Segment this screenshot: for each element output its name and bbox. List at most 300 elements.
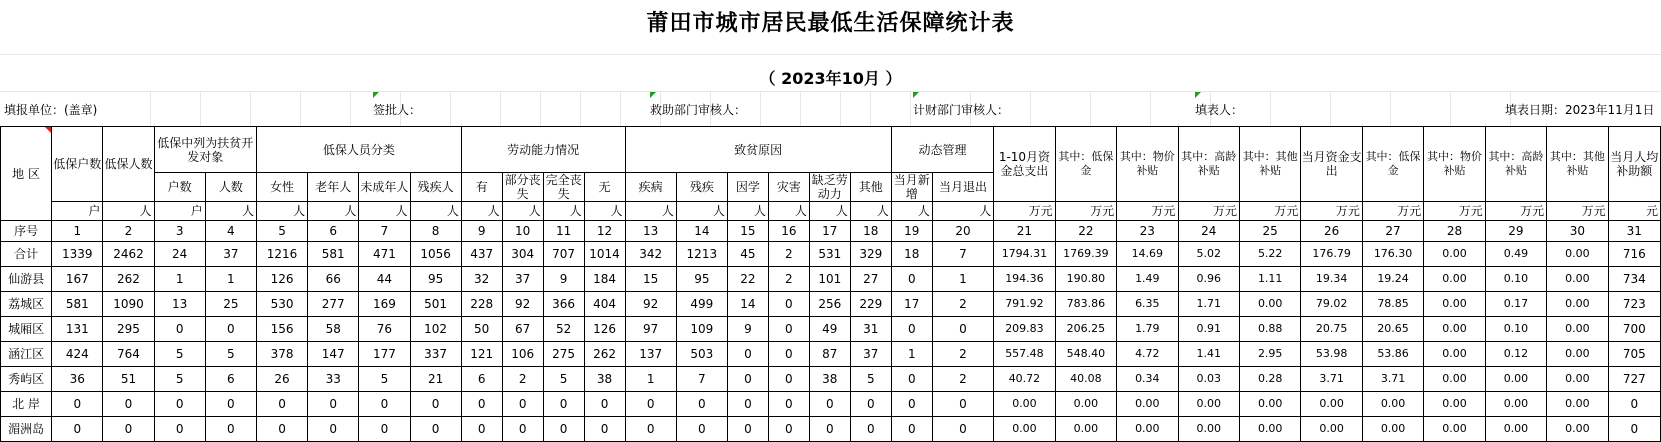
region-name: 湄洲岛 (1, 417, 52, 442)
table-cell: 471 (359, 242, 410, 267)
table-cell: 78.85 (1362, 292, 1423, 317)
table-cell: 262 (584, 342, 625, 367)
table-cell: 0.00 (1055, 417, 1116, 442)
index-cell: 2 (103, 221, 154, 242)
unit-cell: 万元 (1301, 202, 1362, 221)
statistics-table (0, 126, 1661, 442)
unit-cell: 元 (1608, 202, 1660, 221)
table-cell: 0.00 (994, 417, 1055, 442)
header-new-month: 当月新增 (891, 173, 932, 202)
filler-label: 填表人： (1195, 103, 1244, 117)
unit-cell: 人 (768, 202, 809, 221)
region-name: 城厢区 (1, 317, 52, 342)
table-cell: 2 (768, 267, 809, 292)
table-cell: 131 (52, 317, 103, 342)
table-cell: 783.86 (1055, 292, 1116, 317)
table-cell: 92 (502, 292, 543, 317)
table-cell: 209.83 (994, 317, 1055, 342)
table-cell: 424 (52, 342, 103, 367)
index-cell: 14 (676, 221, 727, 242)
table-cell: 5 (543, 367, 584, 392)
table-cell: 9 (543, 267, 584, 292)
table-cell: 19.24 (1362, 267, 1423, 292)
unit-cell: 万元 (1117, 202, 1178, 221)
unit-cell: 人 (625, 202, 676, 221)
table-cell: 501 (410, 292, 461, 317)
index-cell: 25 (1239, 221, 1300, 242)
table-cell: 0.00 (1424, 417, 1485, 442)
table-cell: 0.03 (1178, 367, 1239, 392)
index-cell: 1 (52, 221, 103, 242)
table-cell: 0.88 (1239, 317, 1300, 342)
table-cell: 0 (891, 417, 932, 442)
table-cell: 0 (308, 392, 359, 417)
table-cell: 791.92 (994, 292, 1055, 317)
table-cell: 37 (205, 242, 256, 267)
approver-label: 签批人： (373, 103, 422, 117)
header-m-price: 其中：物价补贴 (1424, 127, 1485, 202)
table-cell: 76 (359, 317, 410, 342)
index-cell: 17 (809, 221, 850, 242)
header-of-elderly: 其中：高龄补贴 (1178, 127, 1239, 202)
table-cell: 22 (727, 267, 768, 292)
index-cell: 20 (932, 221, 993, 242)
table-cell: 206.25 (1055, 317, 1116, 342)
table-cell: 45 (727, 242, 768, 267)
table-cell: 27 (850, 267, 891, 292)
header-labor-partial: 部分丧失 (502, 173, 543, 202)
header-labor-full: 完全丧失 (543, 173, 584, 202)
index-cell: 7 (359, 221, 410, 242)
table-cell: 15 (625, 267, 676, 292)
table-cell: 101 (809, 267, 850, 292)
table-cell: 51 (103, 367, 154, 392)
unit-cell: 户 (52, 202, 103, 221)
unit-cell: 人 (205, 202, 256, 221)
table-cell: 0.00 (1239, 417, 1300, 442)
table-cell: 2 (932, 342, 993, 367)
table-cell: 0 (727, 392, 768, 417)
table-cell: 0 (103, 417, 154, 442)
table-cell: 7 (932, 242, 993, 267)
index-cell: 27 (1362, 221, 1423, 242)
table-cell: 723 (1608, 292, 1660, 317)
index-cell: 26 (1301, 221, 1362, 242)
table-cell: 0 (850, 392, 891, 417)
table-cell: 176.30 (1362, 242, 1423, 267)
table-cell: 0 (891, 392, 932, 417)
table-cell: 14 (727, 292, 768, 317)
table-cell: 2 (768, 242, 809, 267)
table-cell: 548.40 (1055, 342, 1116, 367)
table-cell: 52 (543, 317, 584, 342)
table-cell: 0.00 (1117, 417, 1178, 442)
header-poverty-households: 户数 (154, 173, 205, 202)
table-cell: 0.00 (1178, 417, 1239, 442)
unit-cell: 人 (584, 202, 625, 221)
table-cell: 0 (543, 417, 584, 442)
table-cell: 0.00 (1424, 342, 1485, 367)
table-cell: 5 (359, 367, 410, 392)
table-cell: 378 (256, 342, 307, 367)
table-cell: 1213 (676, 242, 727, 267)
table-cell: 0 (727, 367, 768, 392)
table-cell: 0 (256, 417, 307, 442)
index-cell: 6 (308, 221, 359, 242)
table-cell: 1769.39 (1055, 242, 1116, 267)
table-cell: 0.00 (1485, 417, 1546, 442)
unit-cell: 人 (932, 202, 993, 221)
table-cell: 1 (932, 267, 993, 292)
region-name: 合计 (1, 242, 52, 267)
table-cell: 0.00 (1485, 367, 1546, 392)
table-cell: 6 (205, 367, 256, 392)
table-cell: 228 (461, 292, 502, 317)
unit-cell: 人 (850, 202, 891, 221)
unit-cell: 万元 (1362, 202, 1423, 221)
header-of-dibao: 其中：低保金 (1055, 127, 1116, 202)
table-cell: 0.10 (1485, 267, 1546, 292)
unit-cell: 人 (308, 202, 359, 221)
table-cell: 2.95 (1239, 342, 1300, 367)
comment-marker-icon (650, 92, 656, 98)
table-cell: 40.72 (994, 367, 1055, 392)
table-cell: 0.00 (1547, 342, 1608, 367)
table-cell: 21 (410, 367, 461, 392)
table-cell: 0 (625, 392, 676, 417)
header-cause-nolabor: 缺乏劳动力 (809, 173, 850, 202)
table-cell: 0 (1608, 392, 1660, 417)
table-cell: 404 (584, 292, 625, 317)
table-cell: 0 (308, 417, 359, 442)
table-cell: 3.71 (1362, 367, 1423, 392)
table-cell: 0.00 (1424, 242, 1485, 267)
table-cell: 0.00 (1362, 417, 1423, 442)
header-poverty-persons: 人数 (205, 173, 256, 202)
header-labor-group: 劳动能力情况 (461, 127, 625, 173)
table-cell: 38 (584, 367, 625, 392)
header-of-price: 其中：物价补贴 (1117, 127, 1178, 202)
header-cause-school: 因学 (727, 173, 768, 202)
unit-cell: 人 (256, 202, 307, 221)
table-cell: 0.34 (1117, 367, 1178, 392)
region-name: 北 岸 (1, 392, 52, 417)
table-cell: 0.00 (1424, 367, 1485, 392)
table-cell: 0 (768, 392, 809, 417)
header-m-elderly: 其中：高龄补贴 (1485, 127, 1546, 202)
table-cell: 33 (308, 367, 359, 392)
table-cell: 5 (850, 367, 891, 392)
header-disabled: 残疾人 (410, 173, 461, 202)
table-cell: 37 (850, 342, 891, 367)
region-name: 涵江区 (1, 342, 52, 367)
table-cell: 5.02 (1178, 242, 1239, 267)
table-cell: 44 (359, 267, 410, 292)
table-cell: 0.00 (1485, 392, 1546, 417)
index-cell: 30 (1547, 221, 1608, 242)
table-cell: 0.00 (1301, 392, 1362, 417)
table-cell: 95 (676, 267, 727, 292)
unit-cell: 人 (502, 202, 543, 221)
table-cell: 97 (625, 317, 676, 342)
table-cell: 329 (850, 242, 891, 267)
table-cell: 0.00 (1239, 292, 1300, 317)
table-cell: 0.12 (1485, 342, 1546, 367)
header-m-other: 其中：其他补贴 (1547, 127, 1608, 202)
table-cell: 0 (205, 317, 256, 342)
table-cell: 2 (932, 367, 993, 392)
comment-marker-icon (373, 92, 379, 98)
table-cell: 0 (768, 367, 809, 392)
table-cell: 24 (154, 242, 205, 267)
table-cell: 2 (502, 367, 543, 392)
table-cell: 1014 (584, 242, 625, 267)
unit-cell: 户 (154, 202, 205, 221)
table-cell: 38 (809, 367, 850, 392)
unit-cell: 人 (809, 202, 850, 221)
table-cell: 0 (768, 292, 809, 317)
table-cell: 3.71 (1301, 367, 1362, 392)
table-cell: 557.48 (994, 342, 1055, 367)
table-cell: 49 (809, 317, 850, 342)
table-cell: 18 (891, 242, 932, 267)
table-cell: 275 (543, 342, 584, 367)
table-cell: 58 (308, 317, 359, 342)
table-cell: 734 (1608, 267, 1660, 292)
header-cause-illness: 疾病 (625, 173, 676, 202)
table-cell: 0 (256, 392, 307, 417)
region-name: 秀屿区 (1, 367, 52, 392)
table-cell: 25 (205, 292, 256, 317)
table-cell: 0 (676, 392, 727, 417)
fill-date-label: 填表日期：2023年11月1日 (1505, 103, 1655, 117)
table-cell: 0.00 (1055, 392, 1116, 417)
index-cell: 13 (625, 221, 676, 242)
table-cell: 20.65 (1362, 317, 1423, 342)
header-m-dibao: 其中：低保金 (1362, 127, 1423, 202)
table-cell: 0.00 (1424, 392, 1485, 417)
header-cause-disability: 残疾 (676, 173, 727, 202)
table-cell: 121 (461, 342, 502, 367)
table-cell: 764 (103, 342, 154, 367)
table-cell: 190.80 (1055, 267, 1116, 292)
page-title: 莆田市城市居民最低生活保障统计表 (646, 11, 1015, 36)
table-cell: 337 (410, 342, 461, 367)
table-cell: 1090 (103, 292, 154, 317)
header-female: 女性 (256, 173, 307, 202)
reporting-unit-label: 填报单位：(盖章) (4, 103, 98, 117)
unit-cell: 人 (410, 202, 461, 221)
table-cell: 0 (410, 392, 461, 417)
table-cell: 2 (932, 292, 993, 317)
header-labor-yes: 有 (461, 173, 502, 202)
table-cell: 700 (1608, 317, 1660, 342)
table-cell: 53.98 (1301, 342, 1362, 367)
comment-marker-icon (1195, 92, 1201, 98)
table-cell: 5 (205, 342, 256, 367)
table-cell: 26 (256, 367, 307, 392)
table-cell: 0.00 (1239, 392, 1300, 417)
table-cell: 581 (52, 292, 103, 317)
index-cell: 18 (850, 221, 891, 242)
table-cell: 0 (891, 367, 932, 392)
index-cell: 28 (1424, 221, 1485, 242)
table-cell: 95 (410, 267, 461, 292)
table-row (1, 242, 1661, 267)
header-labor-none: 无 (584, 173, 625, 202)
header-cause-group: 致贫原因 (625, 127, 891, 173)
table-row (1, 367, 1661, 392)
table-cell: 0 (461, 392, 502, 417)
rescue-auditor-label: 救助部门审核人： (650, 103, 747, 117)
table-cell: 229 (850, 292, 891, 317)
table-cell: 1216 (256, 242, 307, 267)
header-of-other: 其中：其他补贴 (1239, 127, 1300, 202)
unit-cell: 人 (359, 202, 410, 221)
table-cell: 0.00 (1547, 417, 1608, 442)
index-cell: 29 (1485, 221, 1546, 242)
table-row (1, 342, 1661, 367)
region-name: 荔城区 (1, 292, 52, 317)
header-persons: 低保人数 (103, 127, 154, 202)
index-cell: 9 (461, 221, 502, 242)
table-cell: 0 (502, 417, 543, 442)
table-row (1, 292, 1661, 317)
unit-cell: 人 (891, 202, 932, 221)
table-cell: 109 (676, 317, 727, 342)
table-cell: 0.00 (1547, 317, 1608, 342)
table-cell: 0.49 (1485, 242, 1546, 267)
table-cell: 5 (154, 367, 205, 392)
table-cell: 0.00 (1547, 367, 1608, 392)
table-cell: 137 (625, 342, 676, 367)
unit-cell: 万元 (1547, 202, 1608, 221)
table-cell: 5 (154, 342, 205, 367)
table-cell: 0.00 (1424, 317, 1485, 342)
table-cell: 79.02 (1301, 292, 1362, 317)
unit-cell: 万元 (1424, 202, 1485, 221)
table-cell: 1 (891, 342, 932, 367)
table-cell: 0 (932, 317, 993, 342)
region-name: 仙游县 (1, 267, 52, 292)
table-cell: 14.69 (1117, 242, 1178, 267)
index-cell: 22 (1055, 221, 1116, 242)
table-cell: 0.00 (1547, 267, 1608, 292)
table-cell: 0 (932, 417, 993, 442)
table-cell: 32 (461, 267, 502, 292)
units-row (1, 202, 1661, 221)
table-cell: 0 (727, 342, 768, 367)
table-cell: 0 (543, 392, 584, 417)
table-cell: 0.00 (1547, 242, 1608, 267)
unit-cell: 万元 (1055, 202, 1116, 221)
table-cell: 9 (727, 317, 768, 342)
table-cell: 1.11 (1239, 267, 1300, 292)
index-cell: 31 (1608, 221, 1660, 242)
table-cell: 1 (154, 267, 205, 292)
index-cell: 11 (543, 221, 584, 242)
table-cell: 0 (205, 417, 256, 442)
table-cell: 256 (809, 292, 850, 317)
table-cell: 0 (768, 317, 809, 342)
table-cell: 1.79 (1117, 317, 1178, 342)
unit-cell: 万元 (1178, 202, 1239, 221)
table-cell: 0.00 (1424, 267, 1485, 292)
header-exit-month: 当月退出 (932, 173, 993, 202)
index-label: 序号 (1, 221, 52, 242)
index-cell: 3 (154, 221, 205, 242)
unit-cell: 万元 (1239, 202, 1300, 221)
table-cell: 0 (154, 392, 205, 417)
header-region: 地 区 (1, 127, 52, 221)
table-row (1, 392, 1661, 417)
header-minor: 未成年人 (359, 173, 410, 202)
table-cell: 716 (1608, 242, 1660, 267)
header-dynamic-group: 动态管理 (891, 127, 993, 173)
table-cell: 0.00 (1362, 392, 1423, 417)
unit-cell: 人 (727, 202, 768, 221)
table-cell: 194.36 (994, 267, 1055, 292)
table-cell: 126 (256, 267, 307, 292)
table-cell: 0 (154, 417, 205, 442)
table-cell: 50 (461, 317, 502, 342)
table-cell: 102 (410, 317, 461, 342)
table-row (1, 267, 1661, 292)
table-row (1, 417, 1661, 442)
table-cell: 6.35 (1117, 292, 1178, 317)
table-cell: 126 (584, 317, 625, 342)
table-cell: 37 (502, 267, 543, 292)
table-cell: 0 (461, 417, 502, 442)
table-cell: 0 (52, 392, 103, 417)
table-cell: 2462 (103, 242, 154, 267)
table-cell: 499 (676, 292, 727, 317)
table-cell: 0 (768, 342, 809, 367)
table-cell: 92 (625, 292, 676, 317)
unit-cell: 万元 (994, 202, 1055, 221)
index-cell: 21 (994, 221, 1055, 242)
table-cell: 13 (154, 292, 205, 317)
table-cell: 0 (932, 392, 993, 417)
table-cell: 1 (625, 367, 676, 392)
index-row (1, 221, 1661, 242)
table-cell: 1.71 (1178, 292, 1239, 317)
table-cell: 262 (103, 267, 154, 292)
table-cell: 530 (256, 292, 307, 317)
index-cell: 12 (584, 221, 625, 242)
table-cell: 0 (205, 392, 256, 417)
header-total-expense: 1-10月资金总支出 (994, 127, 1055, 202)
index-cell: 16 (768, 221, 809, 242)
table-cell: 31 (850, 317, 891, 342)
table-cell: 53.86 (1362, 342, 1423, 367)
table-cell: 1339 (52, 242, 103, 267)
table-cell: 0 (359, 417, 410, 442)
unit-cell: 万元 (1485, 202, 1546, 221)
table-cell: 0 (727, 417, 768, 442)
index-cell: 5 (256, 221, 307, 242)
table-cell: 184 (584, 267, 625, 292)
table-body (1, 242, 1661, 442)
table-cell: 0.00 (994, 392, 1055, 417)
table-cell: 0 (103, 392, 154, 417)
table-cell: 0 (809, 417, 850, 442)
unit-cell: 人 (461, 202, 502, 221)
table-cell: 36 (52, 367, 103, 392)
table-cell: 0 (410, 417, 461, 442)
table-cell: 7 (676, 367, 727, 392)
table-cell: 503 (676, 342, 727, 367)
